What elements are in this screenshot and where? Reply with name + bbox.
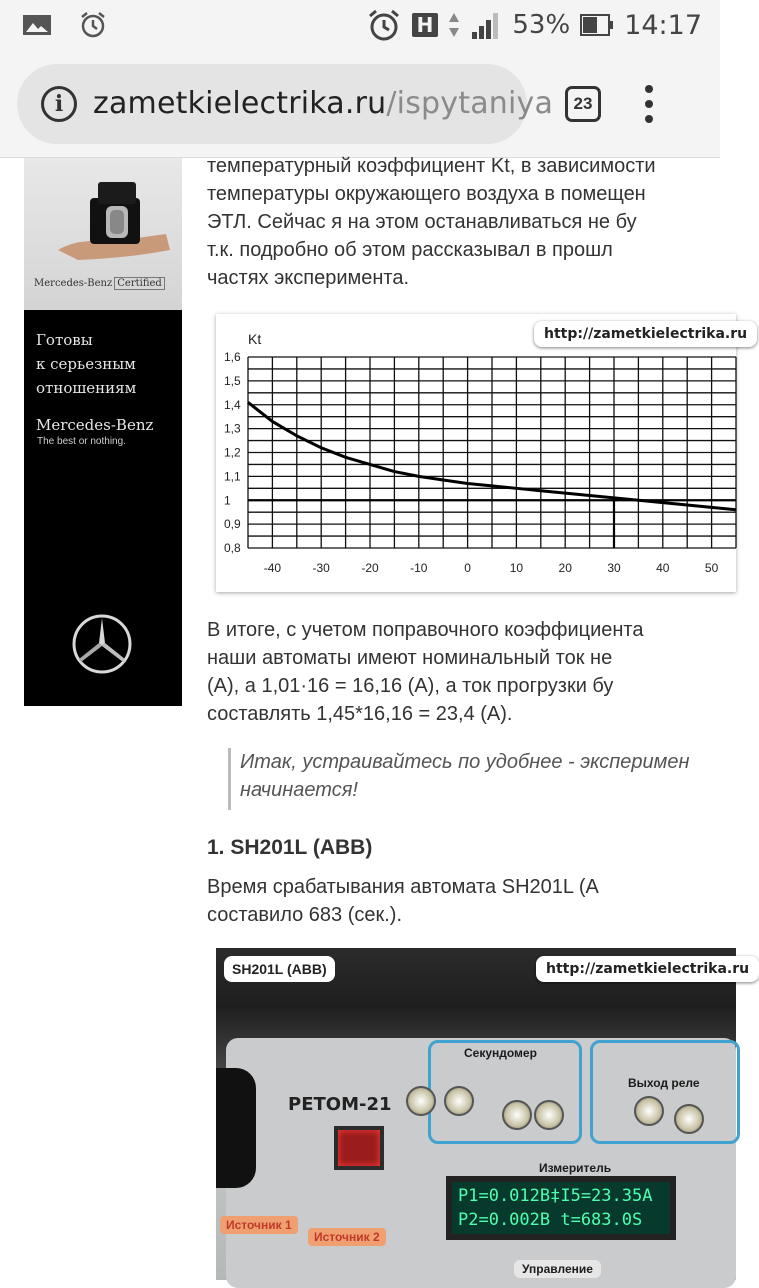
x-tick-label: -20 <box>361 561 379 575</box>
terminal-knob <box>634 1096 664 1126</box>
ad-certified-brand: Mercedes-Benz <box>34 278 113 289</box>
photo-watermark: http://zametkielectrika.ru <box>536 956 759 982</box>
text-line: составлять 1,45*16,16 = 23,4 (А). <box>207 703 513 725</box>
time-paragraph <box>207 873 747 929</box>
y-axis-label: Kt <box>248 331 262 347</box>
text-line: частях эксперимента. <box>207 267 410 289</box>
signal-strength-icon <box>470 10 502 40</box>
stopwatch-label: Секундомер <box>464 1046 537 1060</box>
dot <box>645 100 653 108</box>
url-domain: zametkielectrika.ru <box>93 86 387 121</box>
address-bar[interactable] <box>17 64 554 144</box>
gallery-notification-icon <box>22 13 52 37</box>
text-line: Время срабатывания автомата SH201L (А <box>207 876 599 898</box>
source-2-label: Источник 2 <box>308 1228 386 1246</box>
quote-line: Итак, устраивайтесь по удобнее - эксперимен <box>240 751 690 773</box>
x-tick-label: 10 <box>509 561 524 575</box>
y-tick-label: 1,6 <box>224 350 241 364</box>
status-bar <box>0 0 720 50</box>
y-tick-label: 0,8 <box>224 541 241 555</box>
terminal-knob <box>444 1086 474 1116</box>
meter-label: Измеритель <box>539 1161 612 1175</box>
lcd-line: P2=0.002В t=683.0S <box>458 1210 643 1230</box>
text-line: температуры окружающего воздуха в помещен <box>207 183 646 205</box>
quote-line: начинается! <box>240 779 358 801</box>
text-line: В итоге, с учетом поправочного коэффициента <box>207 619 644 641</box>
measurement-display <box>446 1176 676 1240</box>
ad-tagline-line: отношениям <box>36 379 137 397</box>
mercedes-ad-banner[interactable] <box>24 158 182 706</box>
intro-paragraph <box>207 152 747 292</box>
y-tick-label: 1,2 <box>224 445 241 460</box>
dot <box>645 85 653 93</box>
clock: 14:17 <box>624 9 702 41</box>
lcd-line: P1=0.012В‡I5=23.35A <box>458 1186 653 1206</box>
browser-toolbar <box>0 50 720 158</box>
network-type-icon: H <box>412 13 439 37</box>
ad-tagline-line: Готовы <box>36 331 93 349</box>
relay-label: Выход реле <box>628 1076 700 1090</box>
x-tick-label: -30 <box>312 561 330 575</box>
data-arrows-icon <box>448 11 460 39</box>
x-tick-label: 50 <box>704 561 719 575</box>
ad-image <box>24 158 182 310</box>
power-switch <box>334 1126 384 1170</box>
control-label: Управление <box>514 1260 601 1278</box>
text-line: ЭТЛ. Сейчас я на этом останавливаться не бу <box>207 211 637 233</box>
result-paragraph <box>207 616 747 728</box>
chart-watermark: http://zametkielectrika.ru <box>534 321 757 347</box>
battery-icon <box>580 13 614 37</box>
tab-switcher-button[interactable] <box>565 86 601 122</box>
terminal-knob <box>502 1100 532 1130</box>
browser-menu-button[interactable] <box>645 85 653 123</box>
x-tick-label: 30 <box>607 561 621 575</box>
source-1-label: Источник 1 <box>220 1216 298 1234</box>
ad-slogan: The best or nothing. <box>37 436 126 447</box>
ad-certified-label <box>34 278 165 289</box>
dot <box>645 115 653 123</box>
ad-tagline-line: к серьезным <box>36 355 136 373</box>
y-tick-label: 1,3 <box>224 421 241 436</box>
ad-certified-badge: Certified <box>114 277 165 290</box>
hand-with-key-box-image <box>38 180 173 260</box>
text-line: (А), а 1,01·16 = 16,16 (А), а ток прогрузки бу <box>207 675 614 697</box>
x-tick-label: -40 <box>263 561 282 575</box>
blockquote <box>228 748 728 810</box>
chart-svg <box>216 314 736 592</box>
x-tick-label: 40 <box>656 561 670 575</box>
url-text[interactable] <box>93 86 553 121</box>
relay-output-section <box>590 1040 740 1144</box>
alarm-icon <box>366 8 402 42</box>
x-tick-label: 0 <box>464 561 471 575</box>
retom-device-photo[interactable] <box>216 948 750 1280</box>
y-tick-label: 1,1 <box>224 469 241 484</box>
kt-temperature-chart[interactable] <box>216 314 748 592</box>
ad-tagline <box>24 310 182 400</box>
device-model: РЕТОМ-21 <box>288 1094 392 1115</box>
section-heading: 1. SH201L (ABB) <box>207 836 373 859</box>
alarm-notification-icon <box>78 10 108 40</box>
x-tick-label: -10 <box>410 561 428 575</box>
power-cable <box>216 1068 256 1188</box>
ad-brand: Mercedes-Benz <box>36 416 154 434</box>
terminal-knob <box>406 1086 436 1116</box>
url-path: /ispytaniya <box>386 86 554 121</box>
terminal-knob <box>674 1104 704 1134</box>
photo-caption-badge: SH201L (ABB) <box>224 956 335 982</box>
y-tick-label: 0,9 <box>224 517 241 532</box>
mercedes-star-logo-icon <box>71 613 133 675</box>
site-info-icon[interactable]: i <box>41 86 77 122</box>
text-line: температурный коэффициент Kt, в зависимости <box>207 155 656 177</box>
y-tick-label: 1,5 <box>224 373 241 388</box>
text-line: наши автоматы имеют номинальный ток не <box>207 647 613 669</box>
terminal-knob <box>534 1100 564 1130</box>
tab-count: 23 <box>573 93 593 113</box>
x-tick-label: 20 <box>558 561 572 575</box>
text-line: составило 683 (сек.). <box>207 904 403 926</box>
text-line: т.к. подробно об этом рассказывал в прошл <box>207 239 613 261</box>
battery-percentage: 53% <box>512 10 571 40</box>
y-tick-label: 1 <box>224 493 231 508</box>
y-tick-label: 1,4 <box>224 397 241 412</box>
